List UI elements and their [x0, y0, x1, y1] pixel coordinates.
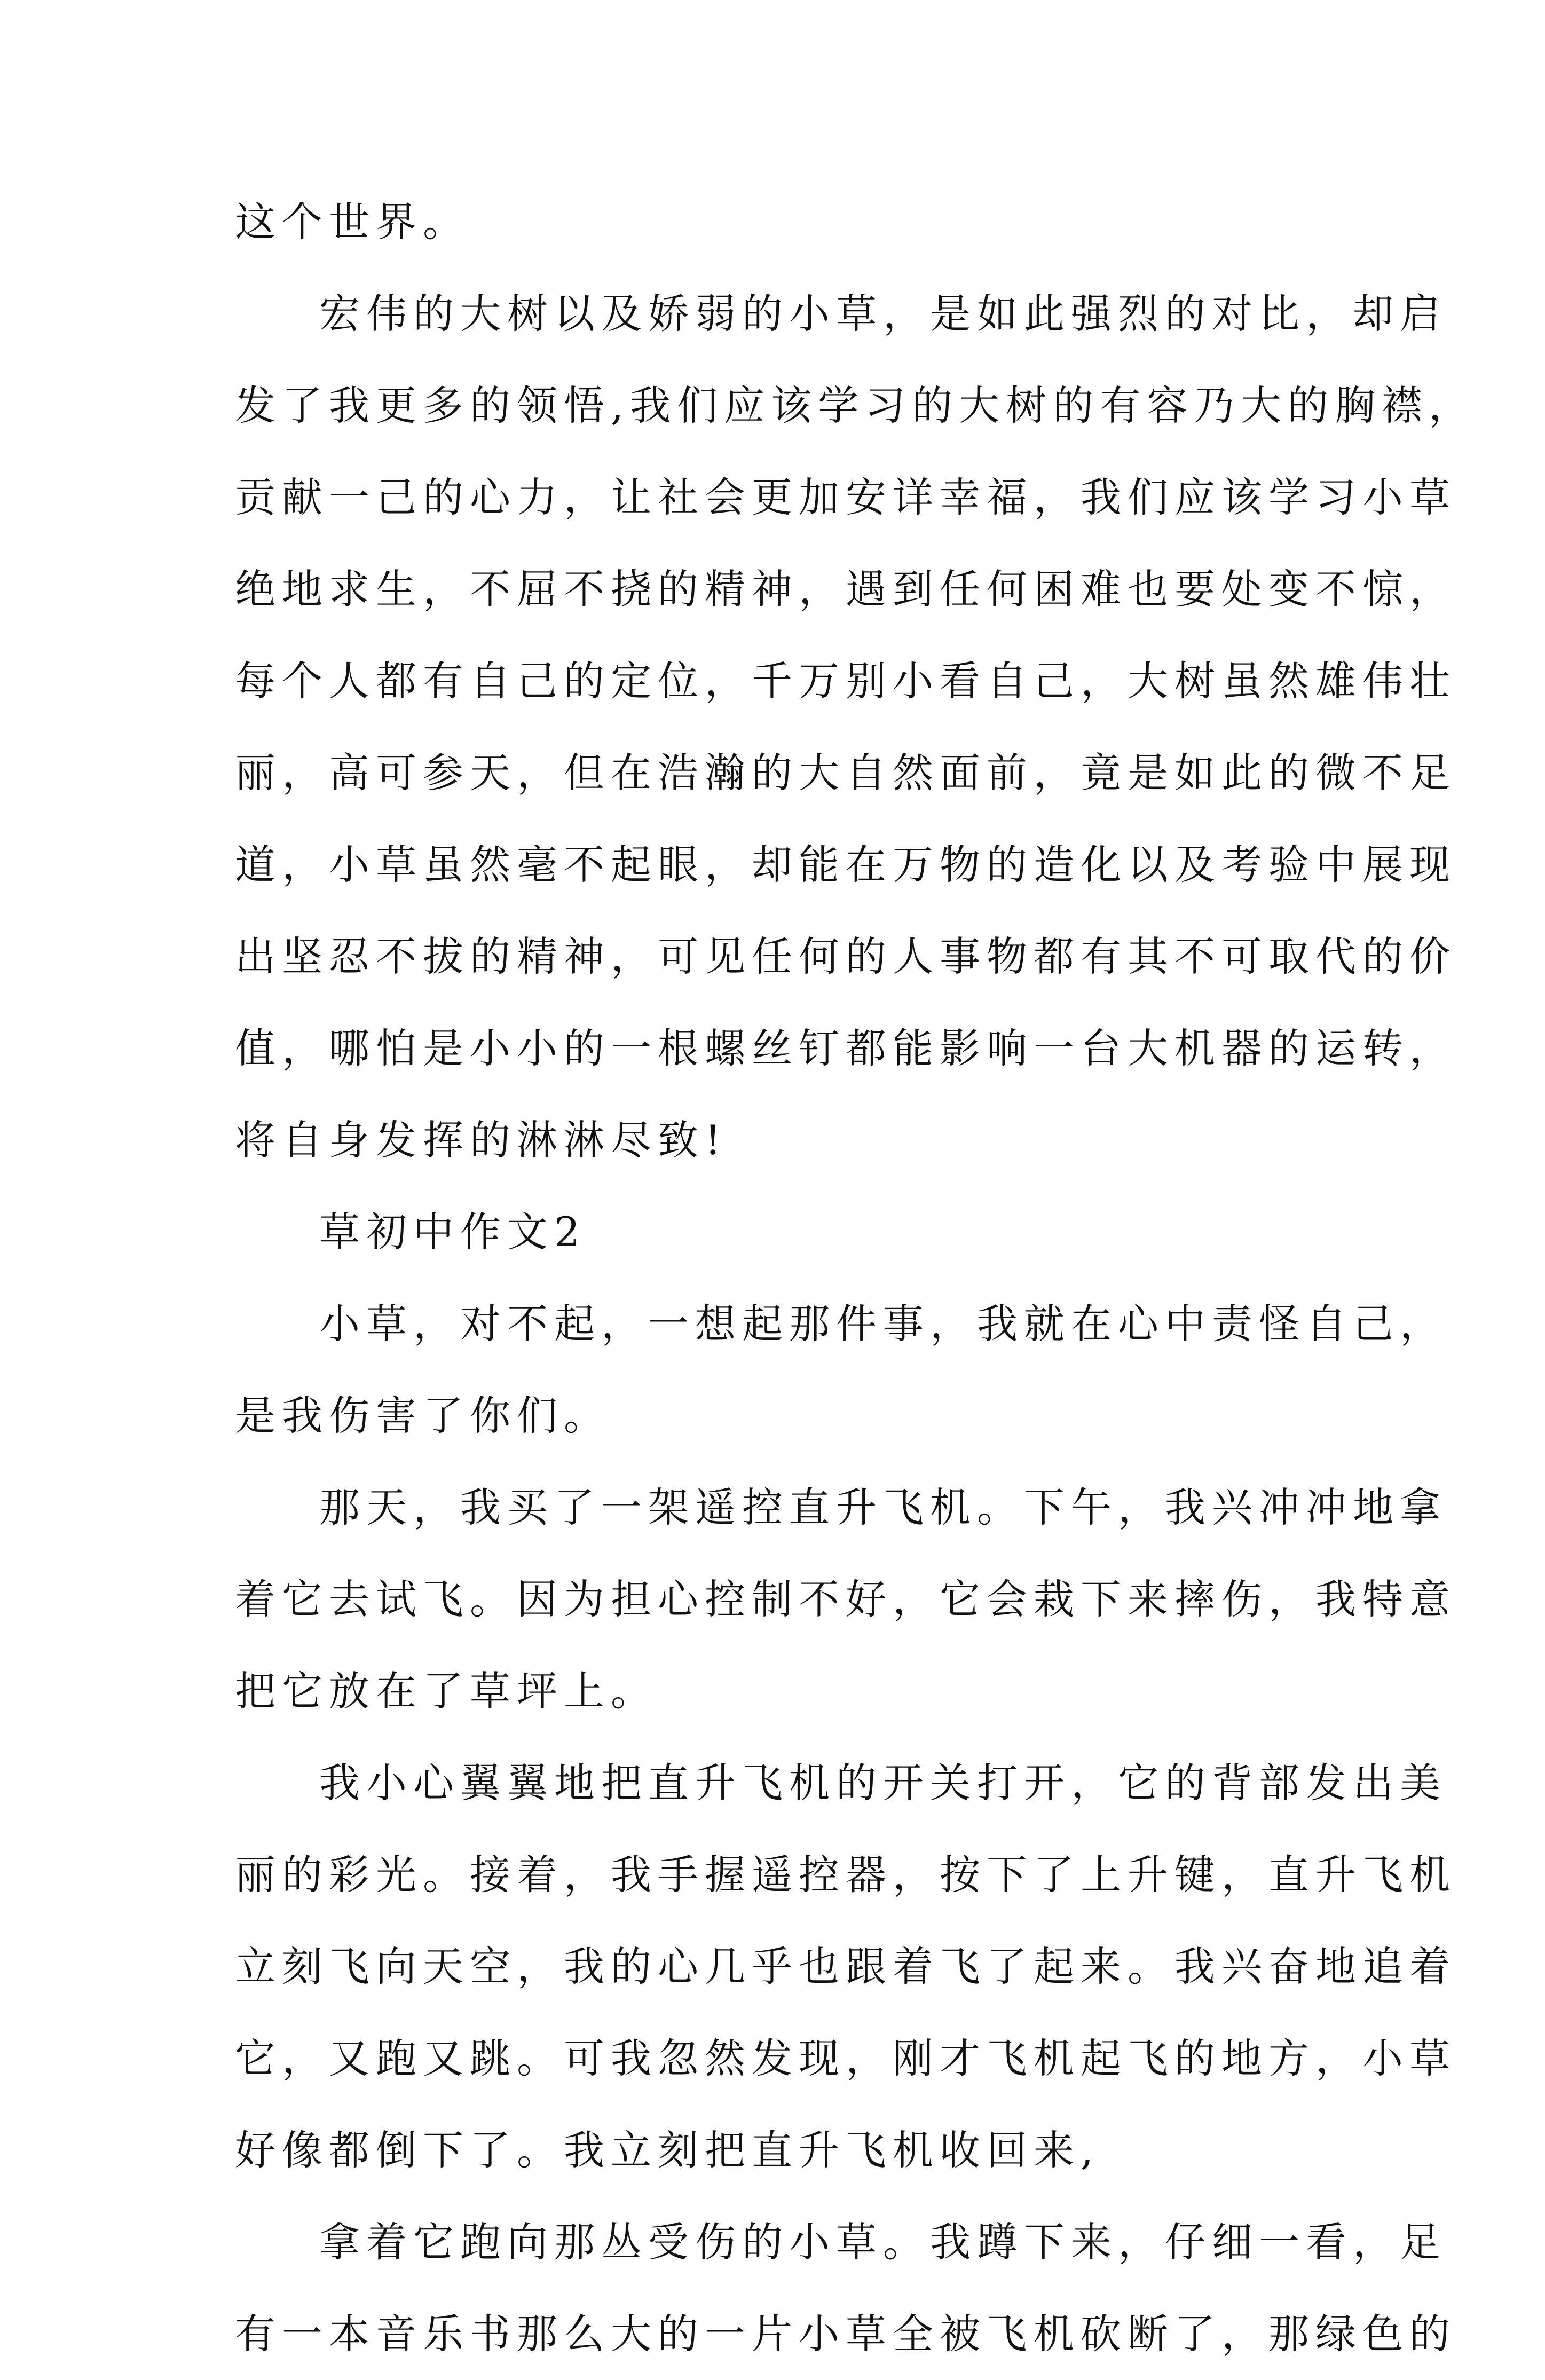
text-line: 小草，对不起，一想起那件事，我就在心中责怪自己， — [319, 1300, 1447, 1347]
text-line: 拿着它跑向那丛受伤的小草。我蹲下来，仔细一看，足 — [319, 2218, 1447, 2266]
text-line: 是我伤害了你们。 — [235, 1392, 611, 1439]
text-line: 丽的彩光。接着，我手握遥控器，按下了上升键，直升飞机 — [235, 1851, 1456, 1898]
text-line: 立刻飞向天空，我的心几乎也跟着飞了起来。我兴奋地追着 — [235, 1943, 1456, 1990]
text-line: 贡献一己的心力，让社会更加安详幸福，我们应该学习小草 — [235, 474, 1456, 521]
text-line: 有一本音乐书那么大的一片小草全被飞机砍断了，那绿色的 — [235, 2310, 1456, 2358]
text-line: 这个世界。 — [235, 198, 470, 246]
text-line: 丽，高可参天，但在浩瀚的大自然面前，竟是如此的微不足 — [235, 749, 1456, 797]
text-line: 发了我更多的领悟,我们应该学习的大树的有容乃大的胸襟， — [235, 382, 1476, 429]
document-body — [235, 176, 1476, 2380]
text-line: 草初中作文2 — [319, 1208, 587, 1256]
text-line: 我小心翼翼地把直升飞机的开关打开，它的背部发出美 — [319, 1759, 1447, 1807]
text-line: 值，哪怕是小小的一根螺丝钉都能影响一台大机器的运转， — [235, 1024, 1456, 1072]
text-line: 把它放在了草坪上。 — [235, 1667, 658, 1715]
text-line: 将自身发挥的淋淋尽致! — [235, 1116, 728, 1164]
text-line: 绝地求生，不屈不挠的精神，遇到任何困难也要处变不惊， — [235, 565, 1456, 613]
text-line: 出坚忍不拔的精神，可见任何的人事物都有其不可取代的价 — [235, 933, 1456, 980]
text-line: 每个人都有自己的定位，千万别小看自己，大树虽然雄伟壮 — [235, 657, 1456, 705]
text-line: 宏伟的大树以及娇弱的小草，是如此强烈的对比，却启 — [319, 290, 1447, 337]
text-line: 那天，我买了一架遥控直升飞机。下午，我兴冲冲地拿 — [319, 1484, 1447, 1531]
text-line: 道，小草虽然毫不起眼，却能在万物的造化以及考验中展现 — [235, 841, 1456, 888]
text-line: 好像都倒下了。我立刻把直升飞机收回来, — [235, 2126, 1100, 2174]
text-line: 着它去试飞。因为担心控制不好，它会栽下来摔伤，我特意 — [235, 1575, 1456, 1623]
text-line: 它，又跑又跳。可我忽然发现，刚才飞机起飞的地方，小草 — [235, 2035, 1456, 2082]
